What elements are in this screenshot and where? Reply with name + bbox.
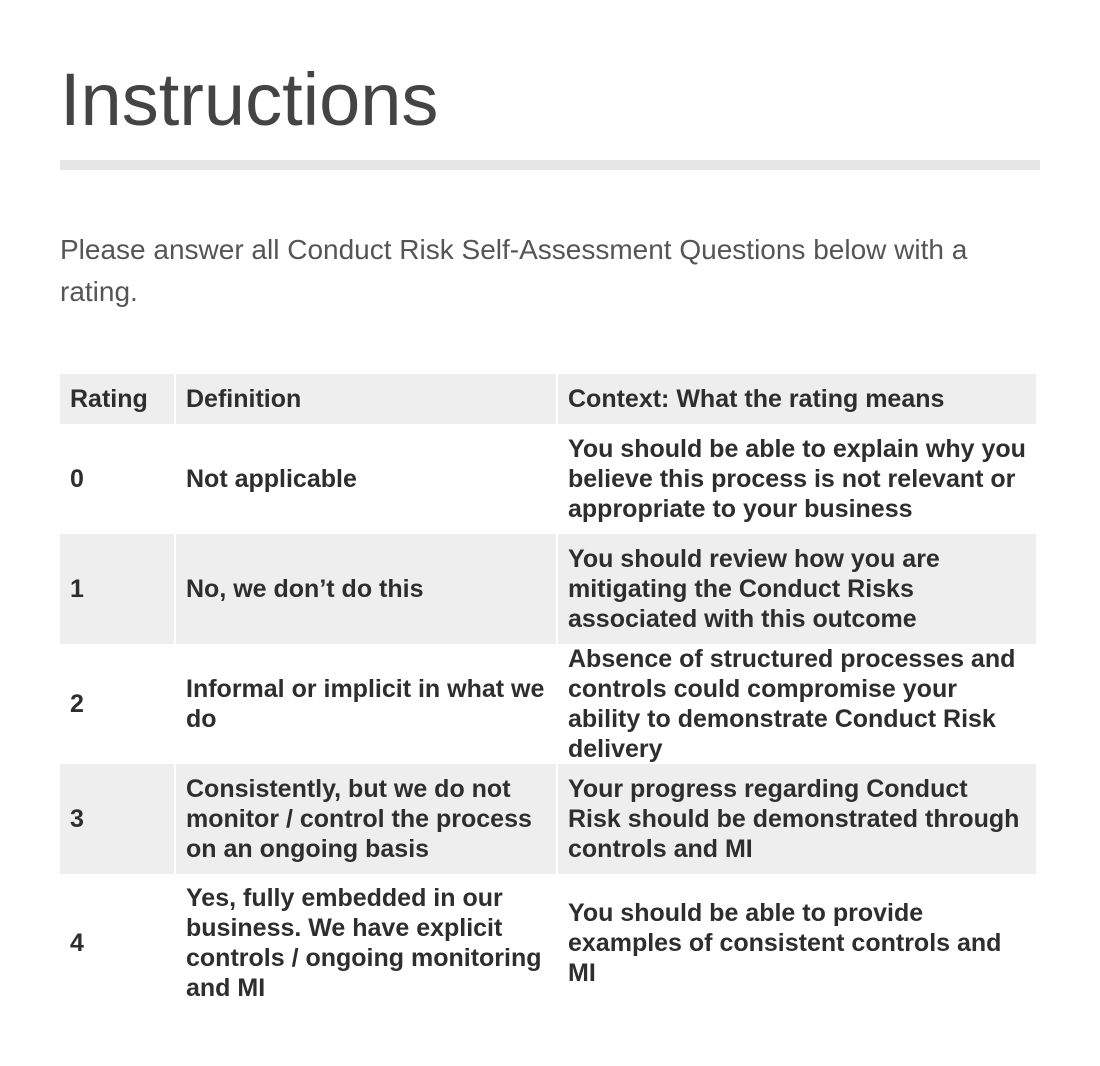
rating-cell: 0: [70, 465, 84, 493]
definition-cell: No, we don’t do this: [175, 534, 557, 644]
rating-cell: 3: [60, 764, 175, 874]
definition-cell: Consistently, but we do not monitor / control the process on an ongoing basis: [175, 764, 557, 874]
rating-cell: 4: [70, 929, 84, 957]
context-cell: Your progress regarding Conduct Risk should be demonstrated through controls and MI: [557, 764, 1036, 874]
rating-table: [60, 374, 1036, 1012]
header-context: Context: What the rating means: [557, 374, 1036, 424]
table-row: [60, 764, 1036, 874]
table-row: [60, 424, 1036, 534]
table-row: [60, 534, 1036, 644]
rating-cell: 1: [60, 534, 175, 644]
title-divider: [60, 160, 1040, 170]
page-title: Instructions: [60, 58, 439, 141]
table-row: [60, 644, 1036, 764]
table-header-row: [60, 374, 1036, 424]
definition-cell: Informal or implicit in what we do: [175, 644, 557, 764]
definition-cell: Yes, fully embedded in our business. We have explicit controls / ongoing monitoring and MI: [175, 874, 557, 1012]
table-row: [60, 874, 1036, 1012]
header-rating: Rating: [60, 374, 175, 424]
definition-cell: Not applicable: [175, 424, 557, 534]
intro-text: Please answer all Conduct Risk Self-Assessment Questions below with a rating.: [60, 234, 968, 307]
context-cell: You should review how you are mitigating the Conduct Risks associated with this outcome: [557, 534, 1036, 644]
context-cell: Absence of structured processes and controls could compromise your ability to demonstrate Conduct Risk delivery: [557, 644, 1036, 764]
header-definition: Definition: [175, 374, 557, 424]
context-cell: You should be able to provide examples of consistent controls and MI: [557, 874, 1036, 1012]
context-cell: You should be able to explain why you believe this process is not relevant or appropriate to your business: [557, 424, 1036, 534]
rating-cell: 2: [70, 690, 84, 718]
